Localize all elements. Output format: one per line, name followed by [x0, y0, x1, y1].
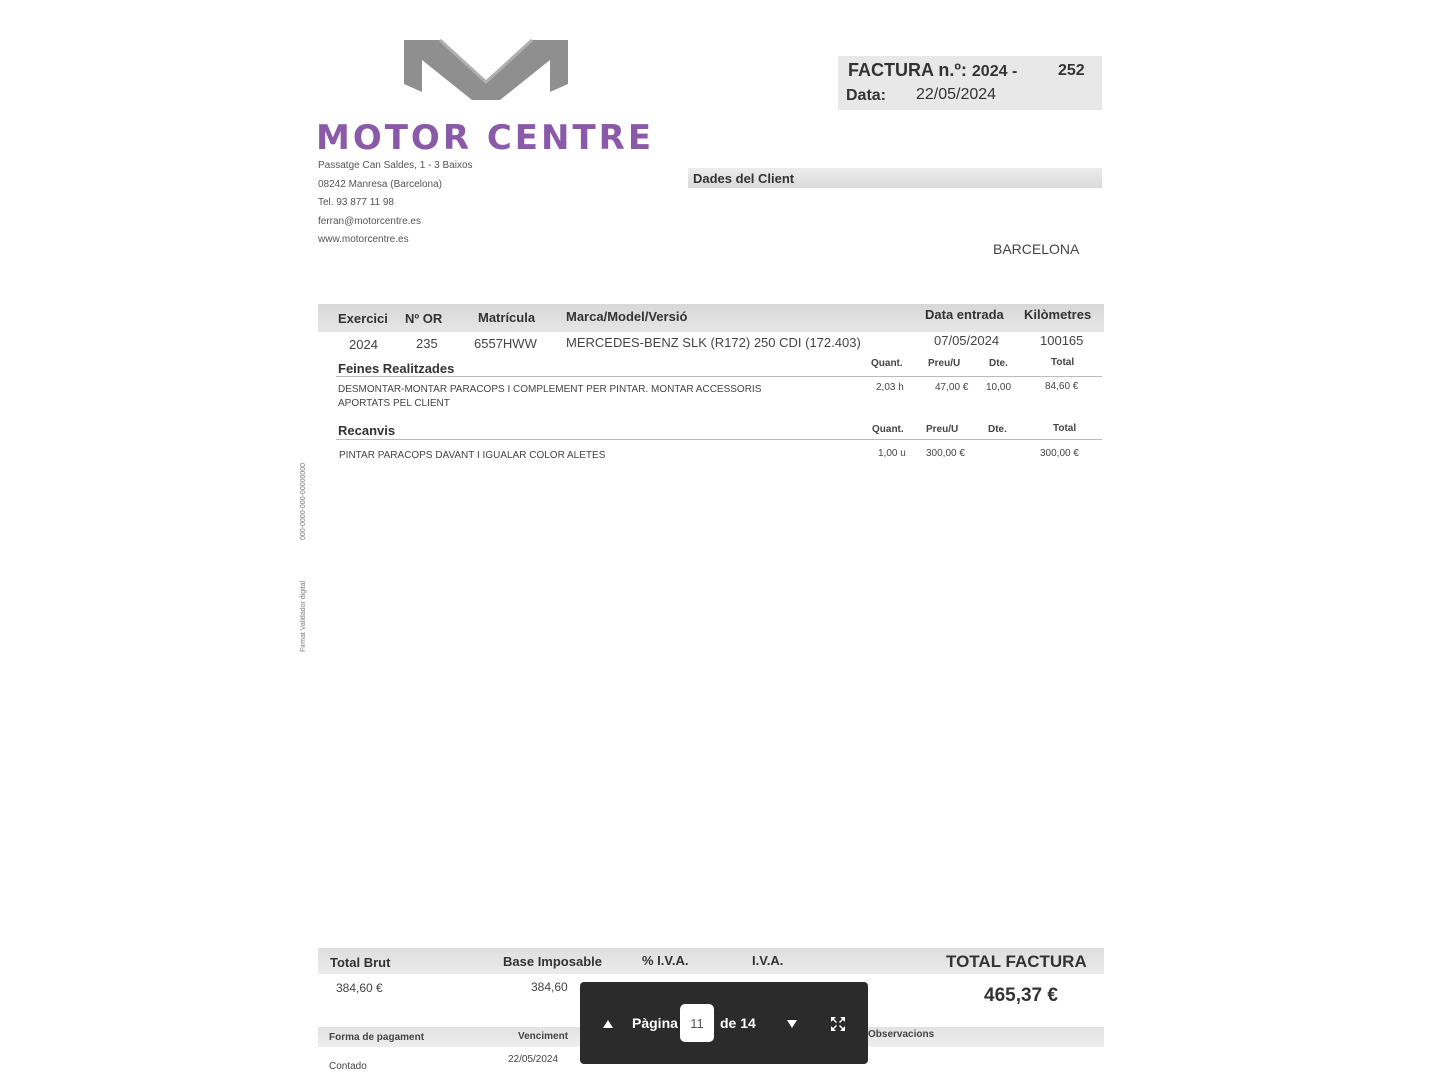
fullscreen-button[interactable]	[826, 1012, 850, 1036]
iva-label: I.V.A.	[752, 953, 784, 968]
parts-item-quant: 1,00 u	[878, 448, 906, 459]
base-imposable-label: Base Imposable	[503, 954, 602, 969]
vehicle-exercici: 2024	[349, 337, 378, 352]
previous-page-button[interactable]	[596, 1012, 620, 1036]
client-section-label: Dades del Client	[693, 171, 795, 186]
parts-item-preu: 300,00 €	[926, 448, 965, 459]
page-label: Pàgina	[632, 1015, 678, 1031]
parts-item-total: 300,00 €	[1040, 448, 1079, 459]
invoice-label: FACTURA n.º:	[848, 60, 967, 80]
labour-divider	[336, 376, 1102, 377]
parts-col-dte: Dte.	[988, 424, 1007, 435]
invoice-year: 2024 -	[971, 63, 1018, 80]
parts-divider	[336, 439, 1102, 440]
company-address-line1: Passatge Can Saldes, 1 - 3 Baixos	[318, 160, 473, 171]
parts-col-quant: Quant.	[872, 424, 904, 435]
triangle-down-icon	[787, 1020, 797, 1028]
parts-col-preu: Preu/U	[926, 424, 959, 435]
side-signed-text: Firmat Validador digital	[300, 580, 307, 652]
parts-item-desc: PINTAR PARACOPS DAVANT I IGUALAR COLOR ALETES	[339, 450, 606, 461]
parts-col-total: Total	[1053, 423, 1077, 434]
invoice-number: 252	[1058, 62, 1085, 79]
labour-item-dte: 10,00	[986, 382, 1012, 393]
labour-col-total: Total	[1051, 357, 1075, 368]
observacions-label: Observacions	[868, 1029, 935, 1040]
labour-item-quant: 2,03 h	[876, 382, 904, 393]
company-email: ferran@motorcentre.es	[318, 216, 421, 227]
total-brut-value: 384,60 €	[336, 981, 383, 995]
parts-title: Recanvis	[338, 423, 396, 438]
col-nor: Nº OR	[405, 311, 443, 326]
page-number-input[interactable]	[680, 1004, 714, 1042]
vehicle-data-entrada: 07/05/2024	[934, 333, 1000, 348]
col-km: Kilòmetres	[1024, 307, 1092, 322]
forma-pagament-value: Contado	[329, 1061, 367, 1072]
labour-col-quant: Quant.	[871, 358, 903, 369]
vehicle-matricula: 6557HWW	[474, 336, 537, 351]
base-imposable-value: 384,60	[531, 980, 568, 994]
invoice-number-label	[848, 60, 1017, 81]
total-brut-label: Total Brut	[330, 955, 391, 970]
col-data-entrada: Data entrada	[925, 307, 1004, 322]
total-factura-label: TOTAL FACTURA	[946, 952, 1087, 971]
vehicle-nor: 235	[416, 336, 438, 351]
col-marca: Marca/Model/Versió	[566, 309, 688, 324]
labour-col-preu: Preu/U	[928, 358, 961, 369]
labour-item-desc-line1: DESMONTAR-MONTAR PARACOPS I COMPLEMENT PER PINTAR. MONTAR ACCESSORIS	[338, 384, 762, 395]
labour-col-dte: Dte.	[989, 358, 1008, 369]
client-city: BARCELONA	[993, 241, 1080, 257]
vehicle-km: 100165	[1040, 333, 1084, 348]
next-page-button[interactable]	[780, 1012, 804, 1036]
company-address-line2: 08242 Manresa (Barcelona)	[318, 179, 442, 190]
page-navigation-toolbar	[580, 982, 868, 1064]
venciment-label: Venciment	[518, 1031, 569, 1042]
labour-item-desc-line2: APORTATS PEL CLIENT	[338, 398, 450, 409]
invoice-date: 22/05/2024	[916, 86, 997, 103]
venciment-value: 22/05/2024	[508, 1054, 559, 1065]
vehicle-marca: MERCEDES-BENZ SLK (R172) 250 CDI (172.403)	[566, 335, 861, 350]
page-total: de 14	[720, 1015, 756, 1031]
company-web: www.motorcentre.es	[318, 234, 409, 245]
invoice-date-label: Data:	[846, 87, 887, 104]
expand-icon	[830, 1016, 846, 1032]
company-phone: Tel. 93 877 11 98	[318, 197, 394, 208]
col-exercici: Exercici	[338, 311, 388, 326]
triangle-up-icon	[603, 1020, 613, 1028]
iva-pct-label: % I.V.A.	[642, 953, 689, 968]
labour-item-preu: 47,00 €	[935, 382, 969, 393]
side-code-text: 000-0000-000-00000000	[300, 462, 307, 540]
motor-centre-logo-icon	[400, 34, 572, 104]
company-name: MOTOR CENTRE	[316, 118, 655, 158]
forma-pagament-label: Forma de pagament	[329, 1032, 425, 1043]
labour-item-total: 84,60 €	[1045, 381, 1079, 392]
labour-title: Feines Realitzades	[338, 361, 455, 376]
col-matricula: Matrícula	[478, 310, 536, 325]
total-factura-value: 465,37 €	[984, 985, 1058, 1006]
